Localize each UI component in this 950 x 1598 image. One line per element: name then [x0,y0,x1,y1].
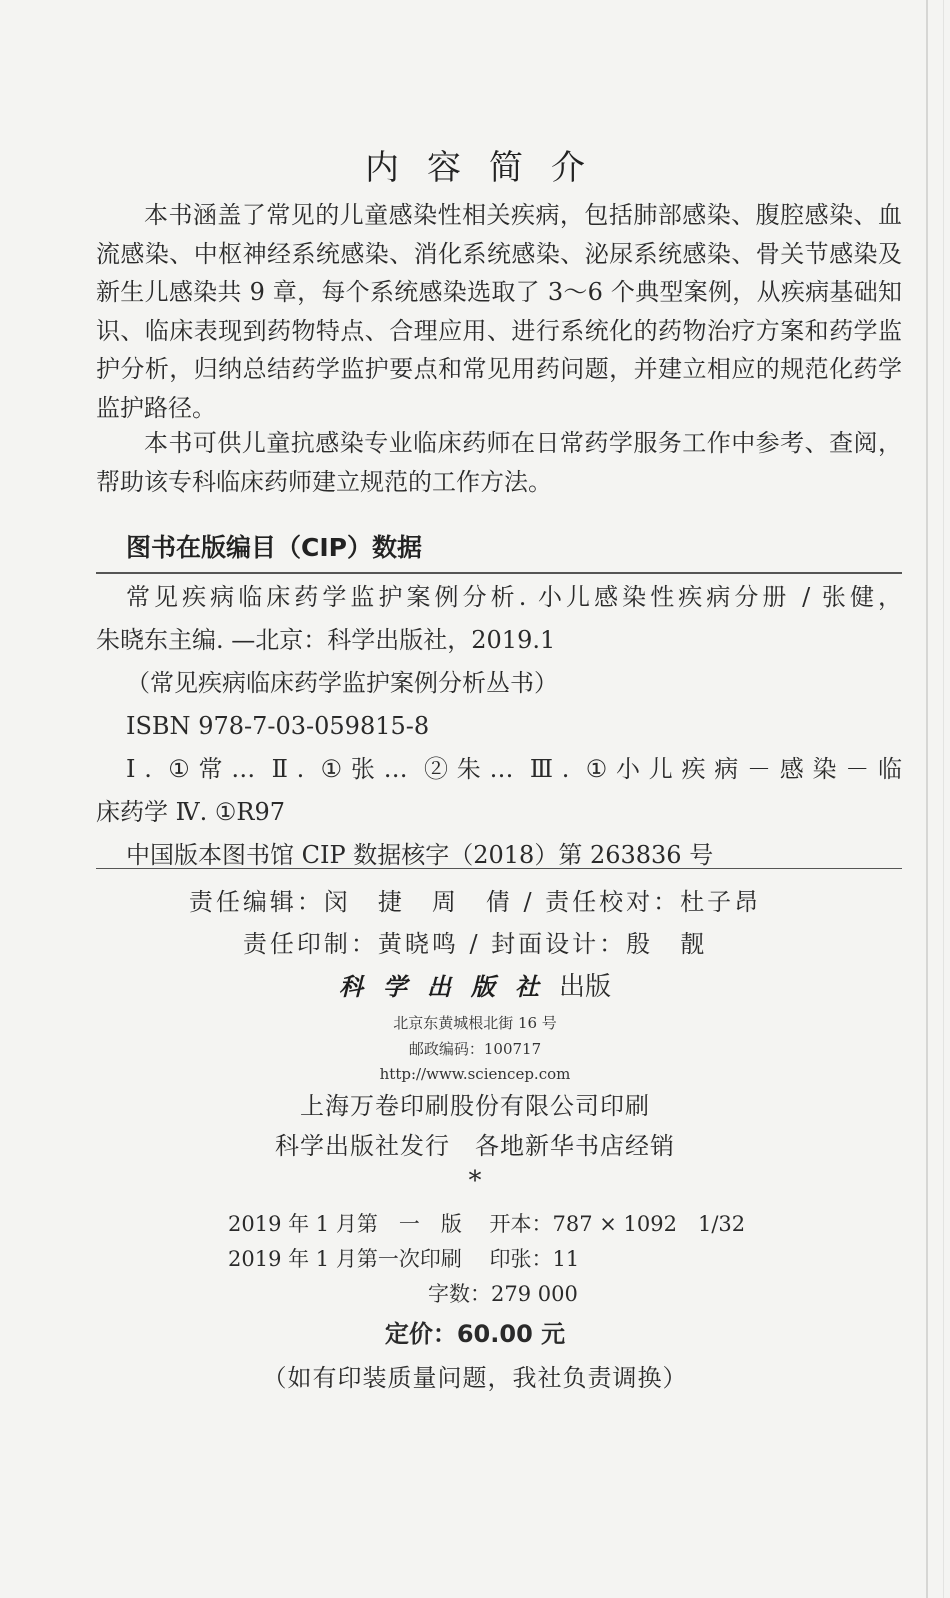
cip-bottom-rule [96,868,902,869]
publisher-url: http://www.sciencep.com [379,1065,571,1083]
separator-asterisk: * [468,1166,482,1196]
distribution-line: 科学出版社发行 各地新华书店经销 [275,1132,675,1160]
editors-line: 责任编辑：闵 捷 周 倩 / 责任校对：杜子昂 [188,888,762,916]
cip-line-5: Ⅰ. ①常… Ⅱ. ①张… ②朱… Ⅲ. ①小儿疾病－感染－临 [126,755,902,783]
cip-line-3: （常见疾病临床药学监护案例分析丛书） [126,669,558,697]
cip-line-4: ISBN 978-7-03-059815-8 [126,712,430,740]
publisher-logo: 科学出版社 [338,972,559,1001]
cip-line-1: 常见疾病临床药学监护案例分析. 小儿感染性疾病分册 / 张健， [126,583,902,611]
quality-notice: （如有印装质量问题，我社负责调换） [262,1364,688,1392]
cip-line-2: 朱晓东主编. —北京：科学出版社，2019.1 [96,626,556,654]
summary-title: 内容简介 [365,148,613,188]
publisher-address: 北京东黄城根北街 16 号 [393,1014,557,1032]
printing-line: 2019 年 1 月第一次印刷 印张：11 [228,1247,580,1271]
edition-line: 2019 年 1 月第 一 版 开本：787 × 1092 1/32 [228,1212,746,1236]
cip-line-7: 中国版本图书馆 CIP 数据核字（2018）第 263836 号 [126,841,714,869]
cip-heading: 图书在版编目（CIP）数据 [126,533,422,562]
production-line: 责任印制：黄晓鸣 / 封面设计：殷 靓 [242,930,708,958]
printer-line: 上海万卷印刷股份有限公司印刷 [300,1092,650,1120]
summary-paragraph-1: 本书涵盖了常见的儿童感染性相关疾病，包括肺部感染、腹腔感染、血流感染、中枢神经系统感染、消化系统感染、泌尿系统感染、骨关节感染及新生儿感染共 9 章，每个系统感染选取了 3～6 个典型案例，从疾病基础知识、临床表现到药物特点、合理应用、进行系统化的药物治疗方案和药学监护分析，归纳总结药学监护要点和常见用药问题，并建立相应的规范化药学监护路径。 [96,201,902,422]
summary-paragraph-2: 本书可供儿童抗感染专业临床药师在日常药学服务工作中参考、查阅，帮助该专科临床药师建立规范的工作方法。 [96,429,902,496]
word-count: 字数：279 000 [428,1282,578,1306]
postcode: 邮政编码：100717 [408,1040,542,1058]
cip-record [96,576,902,877]
cip-line-6: 床药学 Ⅳ. ①R97 [96,798,285,826]
publisher-line [0,966,950,1003]
publisher-suffix: 出版 [558,972,611,1002]
price: 定价：60.00 元 [384,1320,566,1348]
cip-top-rule [96,572,902,574]
